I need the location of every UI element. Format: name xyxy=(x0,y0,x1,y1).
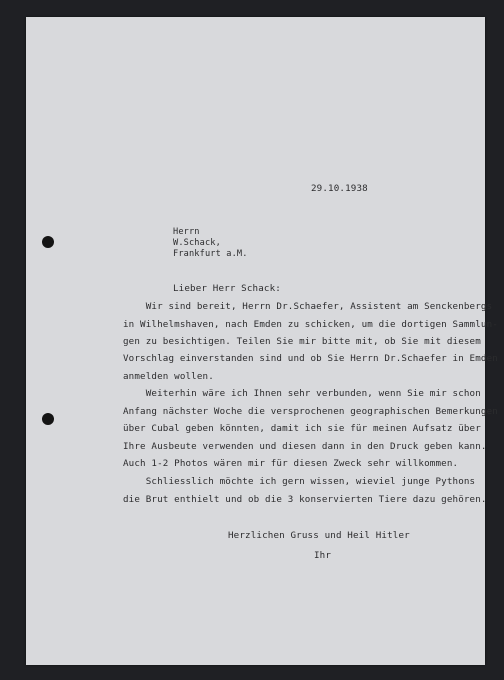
body-line: Weiterhin wäre ich Ihnen sehr verbunden, wenn Sie mir schon xyxy=(123,388,481,399)
letter-date: 29.10.1938 xyxy=(311,183,368,194)
body-line: Vorschlag einverstanden sind und ob Sie Herrn Dr.Schaefer in Emden xyxy=(123,353,498,364)
closing: Herzlichen Gruss und Heil Hitler xyxy=(228,530,410,541)
letter-sheet xyxy=(26,17,498,665)
body-line: die Brut enthielt und ob die 3 konservierten Tiere dazu gehören. xyxy=(123,494,487,505)
body-line: Wir sind bereit, Herrn Dr.Schaefer, Assistent am Senckenbergs xyxy=(123,301,493,312)
body-line: Schliesslich möchte ich gern wissen, wieviel junge Pythons xyxy=(123,476,476,487)
body-line: Anfang nächster Woche die versprochenen geographischen Bemerkungen xyxy=(123,406,498,417)
signoff: Ihr xyxy=(314,550,332,561)
punch-hole-top xyxy=(42,236,54,248)
salutation: Lieber Herr Schack: xyxy=(173,283,281,294)
punch-hole-bottom xyxy=(42,413,54,425)
body-line: Ihre Ausbeute verwenden und diesen dann in den Druck geben kann. xyxy=(123,441,487,452)
body-line: anmelden wollen. xyxy=(123,371,214,382)
address-line: W.Schack, xyxy=(173,238,221,248)
address-line: Herrn xyxy=(173,227,200,237)
body-line: über Cubal geben könnten, damit ich sie für meinen Aufsatz über xyxy=(123,423,481,434)
body-line: in Wilhelmshaven, nach Emden zu schicken, um die dortigen Sammlun- xyxy=(123,319,498,330)
body-line: gen zu besichtigen. Teilen Sie mir bitte mit, ob Sie mit diesem xyxy=(123,336,481,347)
body-line: Auch 1-2 Photos wären mir für diesen Zweck sehr willkommen. xyxy=(123,458,459,469)
address-line: Frankfurt a.M. xyxy=(173,249,248,259)
